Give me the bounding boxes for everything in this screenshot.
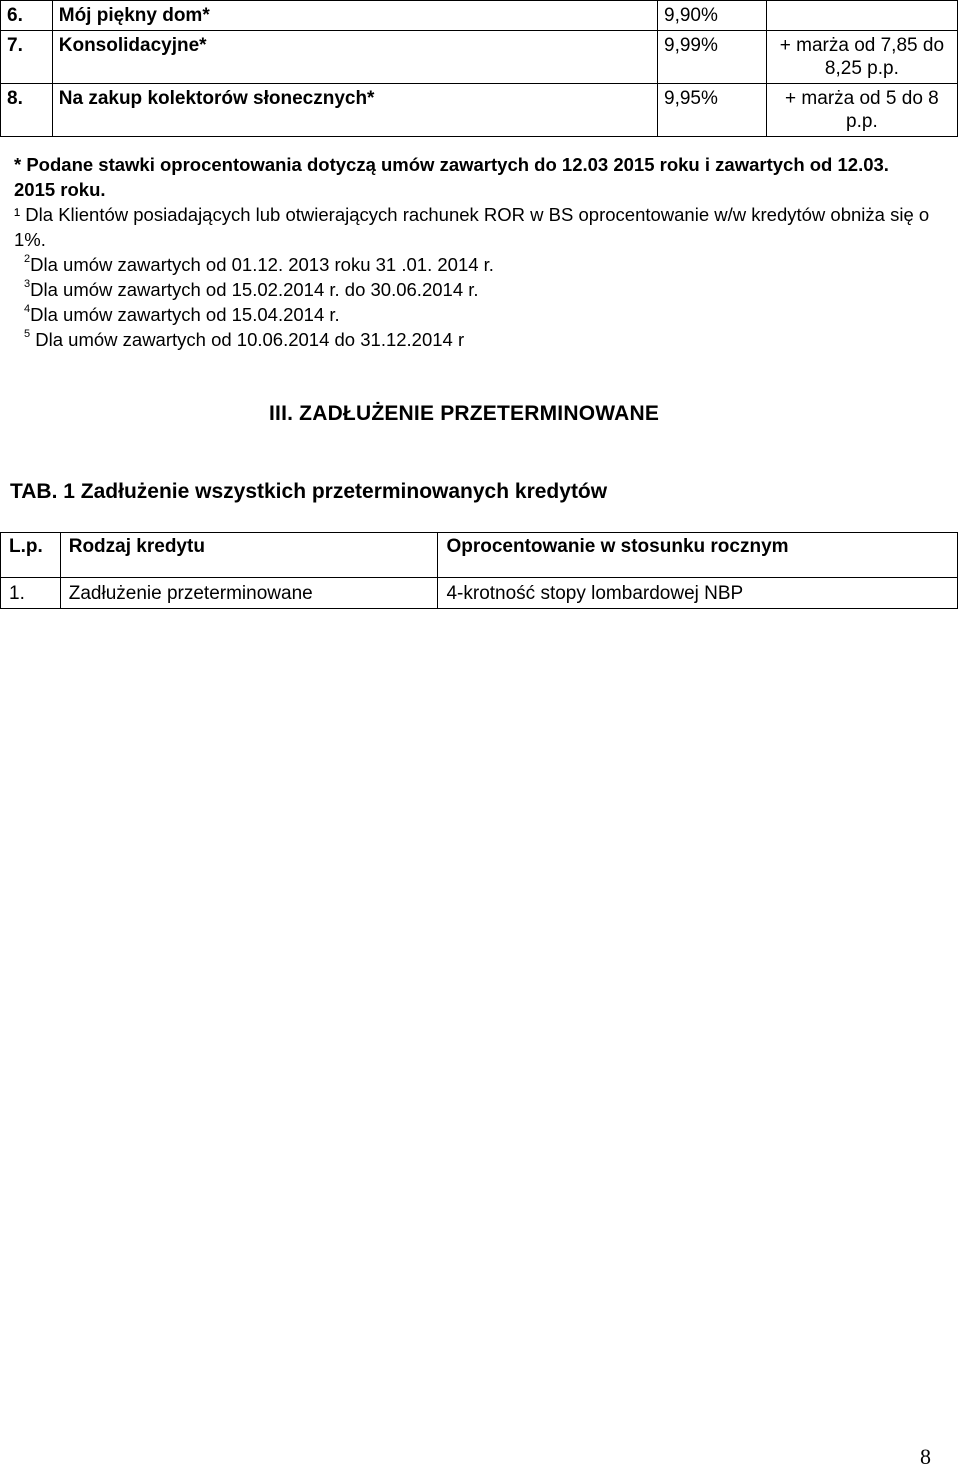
loan-name: Mój piękny dom*: [52, 1, 657, 31]
loan-rate: 9,90%: [658, 1, 767, 31]
loan-rate: 9,99%: [658, 31, 767, 84]
rates-table: [0, 0, 958, 137]
table-cell: 4-krotność stopy lombardowej NBP: [438, 578, 958, 609]
footnote-2: [14, 252, 934, 277]
page-number: 8: [920, 1444, 931, 1469]
table-row: [1, 31, 958, 84]
footnote-5: [14, 327, 934, 352]
column-header: Rodzaj kredytu: [60, 533, 438, 578]
section-title: III. ZADŁUŻENIE PRZETERMINOWANE: [269, 402, 660, 425]
footnote-text: Dla umów zawartych od 01.12. 2013 roku 31 .01. 2014 r.: [30, 254, 494, 275]
footnote-4: [14, 302, 934, 327]
footnote-text: Dla umów zawartych od 15.04.2014 r.: [30, 304, 340, 325]
loan-margin: + marża od 5 do 8 p.p.: [766, 84, 957, 137]
footnote-marker: 3: [24, 277, 31, 290]
table-row: [1, 84, 958, 137]
loan-margin: + marża od 7,85 do 8,25 p.p.: [766, 31, 957, 84]
table-row: [1, 1, 958, 31]
footnote-1: ¹ Dla Klientów posiadających lub otwierających rachunek ROR w BS oprocentowanie w/w kredytów obniża się o 1%.: [14, 204, 930, 250]
loan-margin: [766, 1, 957, 31]
table-cell: 1.: [1, 578, 61, 609]
footnote-marker: 5: [24, 327, 31, 340]
footnote-3: [14, 277, 934, 302]
loan-name: Konsolidacyjne*: [52, 31, 657, 84]
loan-rate: 9,95%: [658, 84, 767, 137]
footnote-text: Dla umów zawartych od 10.06.2014 do 31.12.2014 r: [35, 329, 465, 350]
footnote-marker: 2: [24, 252, 31, 265]
loan-name: Na zakup kolektorów słonecznych*: [52, 84, 657, 137]
row-number: 8.: [1, 84, 53, 137]
column-header: L.p.: [1, 533, 61, 578]
row-number: 7.: [1, 31, 53, 84]
footnote-star: * Podane stawki oprocentowania dotyczą umów zawartych do 12.03 2015 roku i zawartych od 12.03. 2015 roku.: [14, 154, 889, 200]
footnote-marker: 4: [24, 302, 31, 315]
table-title: TAB. 1 Zadłużenie wszystkich przeterminowanych kredytów: [10, 480, 608, 503]
overdue-debt-table: [0, 532, 958, 609]
table-cell: Zadłużenie przeterminowane: [60, 578, 438, 609]
table-row: [1, 578, 958, 609]
footnotes: [14, 152, 934, 352]
column-header: Oprocentowanie w stosunku rocznym: [438, 533, 958, 578]
table-header-row: [1, 533, 958, 578]
row-number: 6.: [1, 1, 53, 31]
footnote-text: Dla umów zawartych od 15.02.2014 r. do 30.06.2014 r.: [30, 279, 479, 300]
